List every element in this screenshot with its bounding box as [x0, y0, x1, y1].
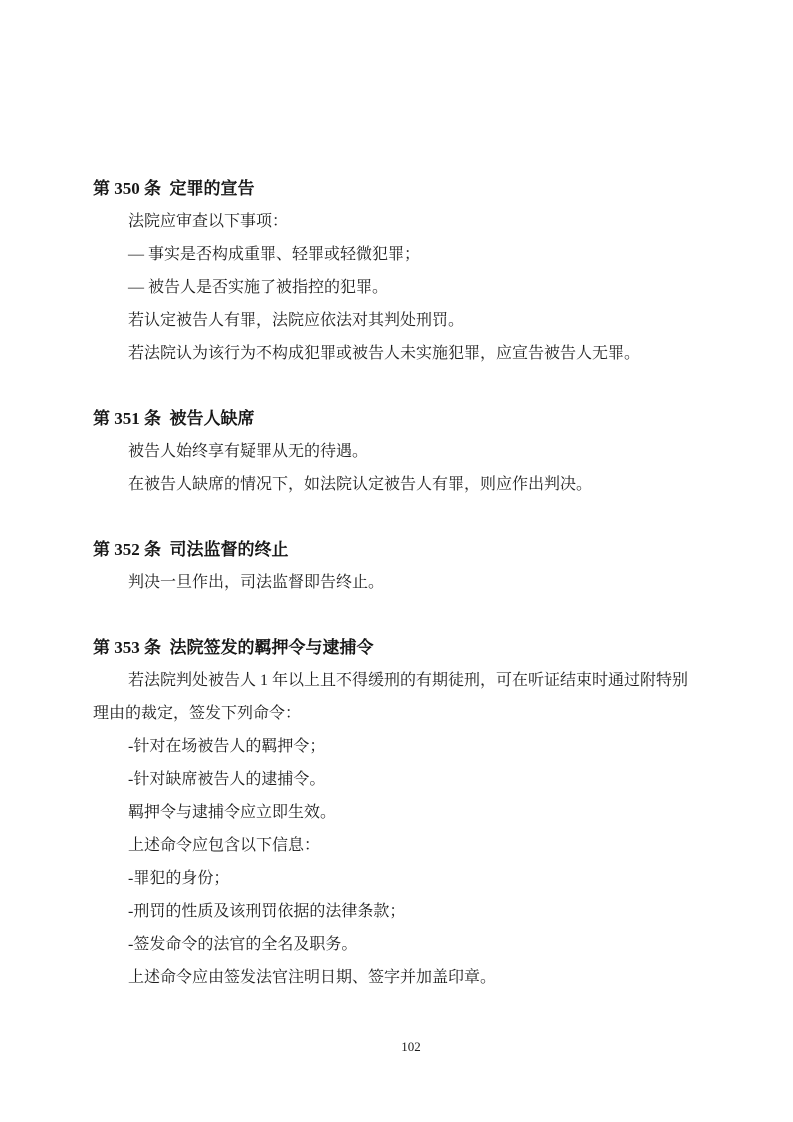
article-paragraph: — 事实是否构成重罪、轻罪或轻微犯罪；: [128, 246, 421, 263]
article-paragraph: — 被告人是否实施了被指控的犯罪。: [128, 279, 389, 296]
article-paragraph: -刑罚的性质及该刑罚依据的法律条款；: [128, 903, 406, 920]
article-heading: 第 353 条 法院签发的羁押令与逮捕令: [93, 638, 374, 657]
article-paragraph: 上述命令应由签发法官注明日期、签字并加盖印章。: [128, 969, 497, 986]
articles-container: [93, 172, 700, 994]
article-section: [93, 631, 700, 994]
article-paragraph: 上述命令应包含以下信息：: [128, 837, 321, 854]
article-paragraph: 羁押令与逮捕令应立即生效。: [128, 804, 337, 821]
article-paragraph: -罪犯的身份；: [128, 870, 230, 887]
article-heading: 第 352 条 司法监督的终止: [93, 540, 289, 559]
article-paragraph: -针对在场被告人的羁押令；: [128, 738, 326, 755]
article-section: [93, 533, 700, 599]
article-paragraph: 在被告人缺席的情况下，如法院认定被告人有罪，则应作出判决。: [128, 476, 593, 493]
article-paragraph: 判决一旦作出，司法监督即告终止。: [128, 574, 385, 591]
article-heading: 第 350 条 定罪的宣告: [93, 179, 255, 198]
page-number: 102: [401, 1039, 421, 1054]
article-section: [93, 172, 700, 370]
article-paragraph: 被告人始终享有疑罪从无的待遇。: [128, 443, 369, 460]
article-paragraph: 若认定被告人有罪，法院应依法对其判处刑罚。: [128, 312, 465, 329]
article-section: [93, 402, 700, 501]
article-paragraph: 若法院判处被告人 1 年以上且不得缓刑的有期徒刑，可在听证结束时通过附特别理由的裁定，签发下列命令：: [93, 672, 689, 722]
article-paragraph: 法院应审查以下事项：: [128, 213, 289, 230]
article-paragraph: 若法院认为该行为不构成犯罪或被告人未实施犯罪，应宣告被告人无罪。: [128, 345, 641, 362]
article-heading: 第 351 条 被告人缺席: [93, 409, 255, 428]
article-paragraph: -签发命令的法官的全名及职务。: [128, 936, 358, 953]
article-paragraph: -针对缺席被告人的逮捕令。: [128, 771, 326, 788]
